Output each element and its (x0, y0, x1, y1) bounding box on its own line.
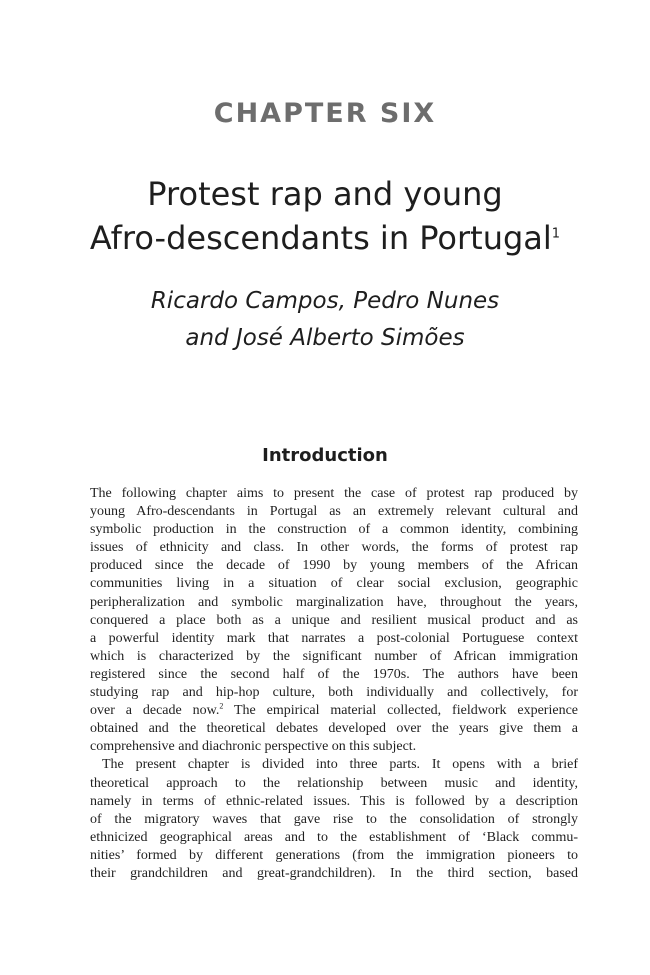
text-line: produced since the decade of 1990 by young members of the African (90, 558, 578, 574)
text-line: conquered a place both as a unique and resilient musical product and as (90, 612, 578, 628)
text-segment: over a decade now. (90, 703, 220, 719)
chapter-authors (60, 283, 590, 357)
chapter-title-text: Afro-descendants in Portugal (89, 219, 552, 257)
footnote-ref[interactable]: 1 (551, 226, 561, 242)
text-line: nities’ formed by different generations (from the immigration pioneers to (90, 847, 578, 863)
text-line: a powerful identity mark that narrates a post-colonial Portuguese context (90, 630, 578, 646)
text-line: theoretical approach to the relationship between music and identity, (90, 775, 578, 791)
text-line: comprehensive and diachronic perspective on this subject. (90, 739, 417, 755)
text-line: The present chapter is divided into three parts. It opens with a brief (102, 757, 578, 773)
authors-line: Ricardo Campos, Pedro Nunes (150, 288, 500, 314)
text-segment: The empirical material collected, fieldwork experience (223, 703, 578, 719)
text-line: registered since the second half of the 1970s. The authors have been (90, 666, 578, 682)
text-line: their grandchildren and great-grandchildren). In the third section, based (90, 865, 578, 881)
body-text (90, 485, 578, 883)
footnote-ref[interactable]: 2 (219, 702, 224, 711)
chapter-title-line: Protest rap and young (147, 175, 503, 213)
text-line: which is characterized by the significant number of African immigration (90, 648, 578, 664)
text-line: namely in terms of ethnic-related issues. This is followed by a description (90, 793, 578, 809)
text-line: peripheralization and symbolic marginalization have, throughout the years, (90, 594, 578, 610)
text-line: young Afro-descendants in Portugal as an extremely relevant cultural and (90, 504, 578, 520)
text-line (90, 702, 578, 720)
text-line: symbolic production in the construction of a common identity, combining (90, 522, 578, 538)
paragraph-2 (90, 756, 578, 883)
text-line: issues of ethnicity and class. In other words, the forms of protest rap (90, 540, 578, 556)
chapter-title-line (60, 216, 590, 260)
text-line: obtained and the theoretical debates developed over the years give them a (90, 721, 578, 737)
section-heading: Introduction (262, 445, 388, 466)
text-line: studying rap and hip-hop culture, both individually and collectively, for (90, 685, 578, 701)
text-line: of the migratory waves that gave rise to the consolidation of strongly (90, 811, 578, 827)
text-line: ethnicized geographical areas and to the establishment of ‘Black commu- (90, 829, 578, 845)
paragraph-1 (90, 485, 578, 756)
text-line: The following chapter aims to present the case of protest rap produced by (90, 486, 578, 501)
chapter-label: CHAPTER SIX (213, 98, 437, 129)
chapter-title (60, 172, 590, 260)
authors-line: and José Alberto Simões (185, 325, 465, 351)
text-line: communities living in a situation of clear social exclusion, geographic (90, 576, 578, 592)
